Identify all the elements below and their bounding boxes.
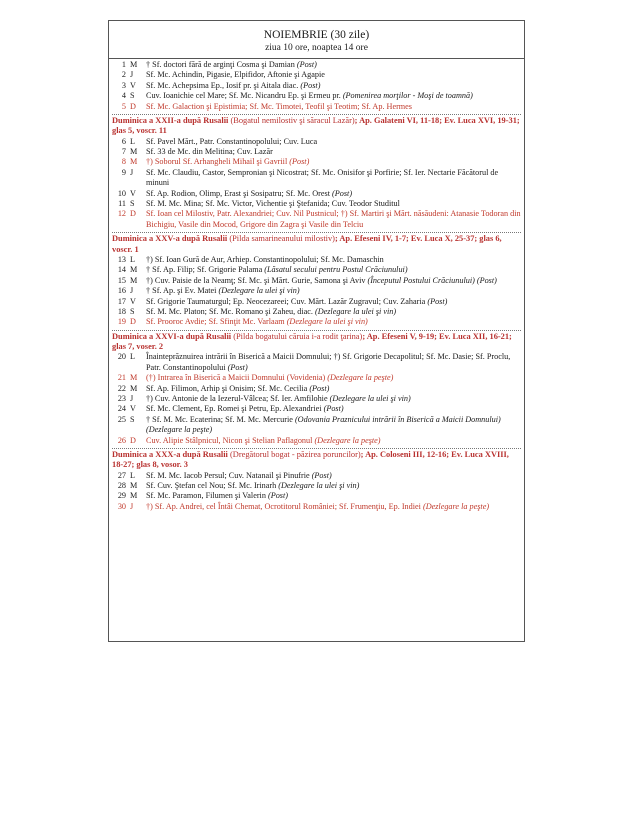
day-night-info: ziua 10 ore, noaptea 14 ore — [265, 43, 368, 53]
fasting-note: (Dezlegare la ulei şi vin) — [278, 480, 360, 490]
weekday-letter: V — [130, 296, 136, 306]
sunday-readings: ; Ap. Efeseni V, 9-19; Ev. Luca XII, 16-21; glas 7, voser. 2 — [112, 331, 512, 352]
day-row — [112, 471, 521, 481]
day-row — [112, 491, 521, 501]
fasting-note: (Dezlegare la ulei şi vin) — [286, 317, 368, 327]
day-number: 30 — [117, 501, 126, 511]
sunday-readings: ; Ap. Coloseni III, 12-16; Ev. Luca XVIII, 18-27; glas 8, vosor. 3 — [112, 449, 509, 470]
day-number: 23 — [117, 393, 126, 403]
weekday-letter: D — [130, 209, 136, 219]
weekday-letter: V — [130, 80, 136, 90]
day-feasts — [144, 384, 521, 394]
day-row — [112, 394, 521, 404]
weekday-letter: S — [130, 306, 135, 316]
fasting-note: (Post) — [267, 491, 288, 501]
fasting-note: (Post) — [323, 404, 344, 414]
day-feasts — [144, 415, 521, 436]
day-number: 19 — [117, 317, 126, 327]
sunday-title: Duminica a XXVI-a după Rusalii — [112, 331, 234, 341]
sunday-reading-heading — [112, 234, 521, 255]
weekday-letter: M — [130, 157, 138, 167]
day-row — [112, 209, 521, 230]
feast-text: Sf. Mc. Achindin, Pigasie, Elpifidor, Aftonie şi Agapie — [146, 70, 325, 80]
day-number: 9 — [121, 167, 126, 177]
day-feasts — [144, 317, 521, 327]
sunday-reading-heading — [112, 450, 521, 471]
day-number: 25 — [117, 414, 126, 424]
day-feasts — [144, 81, 521, 91]
weekday-letter: M — [130, 265, 138, 275]
day-feasts — [144, 157, 521, 167]
day-row — [112, 481, 521, 491]
feast-text: Sf. Prooroc Avdie; Sf. Sfinţit Mc. Varlaam — [146, 317, 287, 327]
feast-text: † Sf. Ap. Filip; Sf. Grigorie Palama — [146, 265, 265, 275]
weekday-letter: M — [130, 480, 138, 490]
feast-text: Cuv. Ioanichie cel Mare; Sf. Mc. Nicandru Ep. şi Ermeu pr. — [146, 91, 343, 101]
day-feasts — [144, 373, 521, 383]
day-row — [112, 502, 521, 512]
weekday-letter: J — [130, 501, 134, 511]
day-number: 10 — [117, 188, 126, 198]
day-row — [112, 297, 521, 307]
day-number: 21 — [117, 373, 126, 383]
sunday-readings: ; Ap. Efeseni IV, 1-7; Ev. Luca X, 25-37; glas 6, voscr. 1 — [112, 234, 502, 254]
day-feasts — [144, 352, 521, 373]
weekday-letter: M — [130, 383, 138, 393]
weekday-letter: J — [130, 167, 134, 177]
feast-text: †) Sf. Ioan Gură de Aur, Arhiep. Constantinopolului; Sf. Mc. Damaschin — [146, 254, 384, 264]
day-feasts — [144, 137, 521, 147]
day-number: 24 — [117, 404, 126, 414]
day-feasts — [144, 502, 521, 512]
feast-text: Sf. Ioan cel Milostiv, Patr. Alexandriei; Cuv. Nil Pustnicul; †) Sf. Martiri şi Mărt. năsăudeni: Atanasie Todoran din Bichigiu, Vasile din Mocod, Grigore din Zagra şi Vasile din Telciu — [146, 209, 521, 229]
sunday-reading-heading — [112, 332, 521, 353]
day-number: 7 — [121, 147, 126, 157]
feast-text: Sf. M. Mc. Iacob Persul; Cuv. Natanail şi Pinufrie — [146, 470, 312, 480]
weekday-letter: L — [130, 254, 136, 264]
weekday-letter: V — [130, 404, 136, 414]
feast-text: Sf. Mc. Paramon, Filumen şi Valerin — [146, 491, 268, 501]
day-feasts — [144, 102, 521, 112]
fasting-note: (Dezlegare la ulei şi vin) — [314, 306, 397, 316]
day-row — [112, 102, 521, 112]
day-row — [112, 70, 521, 80]
feast-text: (†) Intrarea în Biserică a Maicii Domnului (Vovidenia) — [146, 373, 328, 383]
week-block — [112, 233, 521, 330]
sunday-readings: ; Ap. Galateni VI, 11-18; Ev. Luca XVI, 19-31; glas 5, voscr. 11 — [112, 116, 520, 136]
day-number: 2 — [121, 70, 126, 80]
day-row — [112, 147, 521, 157]
sunday-title: Duminica a XXV-a după Rusalii — [112, 234, 230, 244]
day-number: 28 — [117, 480, 126, 490]
day-feasts — [144, 286, 521, 296]
weekday-letter: M — [130, 275, 138, 285]
fasting-note: (Post) — [311, 470, 332, 480]
fasting-note: (Post) — [300, 80, 321, 90]
feast-text: Sf. Mc. Claudiu, Castor, Sempronian şi Nicostrat; Sf. Mc. Onisifor şi Porfirie; Sf. Ier. Nectarie Făcătorul de minuni — [146, 167, 499, 188]
day-feasts — [144, 199, 521, 209]
weekday-letter: V — [130, 188, 136, 198]
week-block — [112, 331, 521, 449]
weekday-letter: S — [130, 199, 135, 209]
month-title: NOIEMBRIE (30 zile) — [263, 29, 370, 41]
week-block — [112, 449, 521, 514]
sunday-parable: (Bogatul nemilostiv şi săracul Lazăr) — [230, 116, 355, 126]
day-feasts — [144, 265, 521, 275]
fasting-note: (Post) — [309, 383, 330, 393]
day-feasts — [144, 491, 521, 501]
weekday-letter: M — [130, 373, 138, 383]
day-row — [112, 307, 521, 317]
feast-text: Sf. Ap. Rodion, Olimp, Erast şi Sosipatru; Sf. Mc. Orest — [146, 188, 333, 198]
day-number: 1 — [121, 60, 126, 69]
day-row — [112, 168, 521, 189]
sunday-reading-heading — [112, 116, 521, 137]
day-row — [112, 373, 521, 383]
day-number: 16 — [117, 286, 126, 296]
fasting-note: (Lăsatul secului pentru Postul Crăciunului) — [264, 265, 408, 275]
day-feasts — [144, 60, 521, 70]
fasting-note: (Dezlegare la peşte) — [422, 501, 490, 511]
fasting-note: (Dezlegare la ulei şi vin) — [218, 286, 300, 296]
day-row — [112, 199, 521, 209]
day-number: 15 — [117, 275, 126, 285]
day-number: 17 — [117, 296, 126, 306]
day-feasts — [144, 276, 521, 286]
day-row — [112, 81, 521, 91]
day-number: 22 — [117, 383, 126, 393]
sunday-parable: (Pilda bogatului căruia i-a rodit ţarina) — [233, 331, 363, 341]
fasting-note: (Începutul Postului Crăciunului) (Post) — [367, 275, 497, 285]
month-header — [109, 28, 524, 55]
weekday-letter: J — [130, 393, 134, 403]
sunday-title: Duminica a XXX-a după Rusalii — [112, 449, 230, 459]
sunday-title: Duminica a XXII-a după Rusalii — [112, 116, 231, 126]
sunday-parable: (Pilda samarineanului milostiv) — [229, 234, 335, 244]
weekday-letter: S — [130, 91, 135, 101]
day-row — [112, 276, 521, 286]
day-number: 18 — [117, 306, 126, 316]
day-row — [112, 255, 521, 265]
calendar-page — [108, 20, 525, 642]
day-number: 20 — [117, 352, 126, 362]
day-number: 5 — [121, 101, 126, 111]
feast-text: †) Cuv. Paisie de la Neamţ; Sf. Mc. şi Mărt. Gurie, Samona şi Aviv — [146, 275, 368, 285]
fasting-note: (Dezlegare la peşte) — [314, 435, 381, 445]
day-row — [112, 352, 521, 373]
feast-text: Sf. M. Mc. Platon; Sf. Mc. Romano şi Zaheu, diac. — [146, 306, 315, 316]
day-row — [112, 384, 521, 394]
day-row — [112, 265, 521, 275]
calendar-body — [109, 59, 524, 514]
feast-text: †) Cuv. Antonie de la Iezerul-Vâlcea; Sf. Ier. Amfilohie — [146, 393, 330, 403]
day-number: 4 — [121, 91, 126, 101]
sunday-parable: (Dregătorul bogat - păzirea poruncilor) — [229, 449, 361, 459]
day-feasts — [144, 255, 521, 265]
day-feasts — [144, 404, 521, 414]
day-feasts — [144, 481, 521, 491]
feast-text: Sf. Mc. Achepsima Ep., Iosif pr. şi Aitala diac. — [146, 80, 301, 90]
feast-text: Sf. 33 de Mc. din Melitina; Cuv. Lazăr — [146, 147, 273, 157]
feast-text: Sf. Mc. Galaction şi Epistimia; Sf. Mc. Timotei, Teofil şi Teotim; Sf. Ap. Hermes — [146, 101, 412, 111]
day-row — [112, 436, 521, 446]
day-feasts — [144, 436, 521, 446]
weekday-letter: L — [130, 470, 136, 480]
weekday-letter: D — [130, 101, 136, 111]
day-number: 14 — [117, 265, 126, 275]
feast-text: †) Soborul Sf. Arhangheli Mihail şi Gavriil — [146, 157, 290, 167]
weekday-letter: M — [130, 491, 138, 501]
fasting-note: (Dezlegare la peşte) — [327, 373, 394, 383]
feast-text: † Sf. Ap. şi Ev. Matei — [146, 286, 219, 296]
day-feasts — [144, 394, 521, 404]
weekday-letter: L — [130, 352, 136, 362]
weekday-letter: J — [130, 70, 134, 80]
fasting-note: (Odovania Praznicului intrării în Biserică a Maicii Domnului) (Dezlegare la peşte) — [146, 414, 501, 435]
fasting-note: (Post) — [332, 188, 353, 198]
fasting-note: (Post) — [289, 157, 310, 167]
feast-text: Sf. Ap. Filimon, Arhip şi Onisim; Sf. Mc. Cecilia — [146, 383, 310, 393]
day-feasts — [144, 147, 521, 157]
week-block — [112, 115, 521, 233]
day-number: 26 — [117, 435, 126, 445]
day-row — [112, 91, 521, 101]
day-number: 13 — [117, 254, 126, 264]
feast-text: †) Sf. Ap. Andrei, cel Întâi Chemat, Ocrotitorul României; Sf. Frumenţiu, Ep. Indiei — [146, 501, 423, 511]
weekday-letter: M — [130, 147, 138, 157]
day-number: 8 — [121, 157, 126, 167]
weekday-letter: D — [130, 435, 136, 445]
day-number: 27 — [117, 470, 126, 480]
day-number: 11 — [118, 199, 126, 209]
day-number: 29 — [117, 491, 126, 501]
feast-text: Sf. Pavel Mărt., Patr. Constantinopolului; Cuv. Luca — [146, 136, 318, 146]
fasting-note: (Post) — [427, 296, 448, 306]
day-feasts — [144, 189, 521, 199]
weekday-letter: L — [130, 136, 136, 146]
week-block — [112, 59, 521, 115]
day-feasts — [144, 297, 521, 307]
fasting-note: (Dezlegare la ulei şi vin) — [329, 393, 411, 403]
weekday-letter: M — [130, 60, 138, 69]
day-feasts — [144, 209, 521, 230]
day-number: 3 — [121, 80, 126, 90]
feast-text: Cuv. Alipie Stâlpnicul, Nicon şi Stelian Paflagonul — [146, 435, 315, 445]
fasting-note: (Pomenirea morţilor - Moşi de toamnă) — [342, 91, 473, 101]
feast-text: † Sf. doctori fără de arginţi Cosma şi Damian — [146, 60, 297, 69]
day-row — [112, 137, 521, 147]
day-feasts — [144, 70, 521, 80]
feast-text: Sf. Mc. Clement, Ep. Romei şi Petru, Ep. Alexandriei — [146, 404, 324, 414]
day-row — [112, 60, 521, 70]
day-feasts — [144, 91, 521, 101]
day-number: 6 — [121, 136, 126, 146]
weekday-letter: J — [130, 286, 134, 296]
day-row — [112, 286, 521, 296]
day-row — [112, 415, 521, 436]
weekday-letter: S — [130, 414, 135, 424]
day-row — [112, 404, 521, 414]
weekday-letter: D — [130, 317, 136, 327]
feast-text: Sf. Cuv. Ştefan cel Nou; Sf. Mc. Irinarh — [146, 480, 279, 490]
day-row — [112, 189, 521, 199]
day-feasts — [144, 471, 521, 481]
fasting-note: (Post) — [296, 60, 317, 69]
day-feasts — [144, 168, 521, 189]
feast-text: † Sf. M. Mc. Ecaterina; Sf. M. Mc. Mercurie — [146, 414, 295, 424]
feast-text: Înainteprăznuirea intrării în Biserică a Maicii Domnului; †) Sf. Grigorie Decapolitul; Sf. Mc. Dasie; Sf. Proclu, Patr. Constantinopolului — [146, 352, 511, 372]
day-number: 12 — [117, 209, 126, 219]
fasting-note: (Post) — [227, 362, 248, 372]
feast-text: Sf. Grigorie Taumaturgul; Ep. Neocezareei; Cuv. Mărt. Lazăr Zugravul; Cuv. Zaharia — [146, 296, 428, 306]
day-row — [112, 157, 521, 167]
day-feasts — [144, 307, 521, 317]
day-row — [112, 317, 521, 327]
feast-text: Sf. M. Mc. Mina; Sf. Mc. Victor, Vichentie şi Ştefanida; Cuv. Teodor Studitul — [146, 199, 400, 209]
